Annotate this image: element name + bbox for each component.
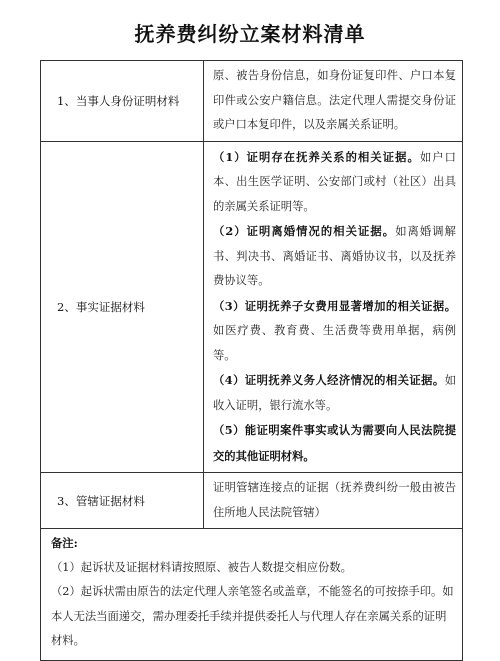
notes-section [51, 531, 454, 654]
row-text: 证明管辖连接点的证据（抚养费纠纷一般由被告住所地人民法院管辖） [213, 481, 456, 519]
row-content [204, 61, 463, 142]
table-row [41, 529, 463, 661]
item-detail: 如收入证明，银行流水等。 [213, 374, 456, 412]
notes-cell [41, 529, 463, 661]
table-row [41, 61, 463, 142]
item-heading: （2）证明离婚情况的相关证据。 [213, 224, 396, 238]
item-heading: （3）证明抚养子女费用显著增加的相关证据。 [213, 298, 456, 313]
row-label: 3、管辖证据材料 [41, 473, 204, 529]
page-title: 抚养费纠纷立案材料清单 [134, 22, 366, 46]
list-item [213, 145, 456, 220]
list-item [213, 294, 456, 369]
note-item: （2）起诉状需由原告的法定代理人亲笔签名或盖章，不能签名的可按捺手印。如本人无法当面递交，需办理委托手续并提供委托人与代理人存在亲属关系的证明材料。 [51, 585, 454, 647]
list-item [213, 368, 456, 418]
row-content [204, 141, 463, 473]
row-label: 1、当事人身份证明材料 [41, 61, 204, 142]
item-detail: 如户口本、出生医学证明、公安部门或村（社区）出具的亲属关系证明等。 [213, 150, 456, 213]
row-text: 原、被告身份信息，如身份证复印件、户口本复印件或公安户籍信息。法定代理人需提交身份证或户口本复印件，以及亲属关系证明。 [213, 69, 456, 131]
table-row [41, 141, 463, 473]
item-detail: 如医疗费、教育费、生活费等费用单据，病例等。 [213, 324, 456, 362]
materials-table [40, 60, 463, 661]
row-content [204, 473, 463, 529]
notes-title: 备注: [51, 536, 78, 550]
item-heading: （1）证明存在抚养关系的相关证据。 [213, 149, 420, 164]
item-heading: （4）证明抚养义务人经济情况的相关证据。 [213, 373, 445, 387]
item-detail: 如离婚调解书、判决书、离婚证书、离婚协议书，以及抚养费协议等。 [213, 225, 456, 287]
list-item [213, 418, 456, 469]
note-item: （1）起诉状及证据材料请按照原、被告人数提交相应份数。 [51, 560, 352, 574]
row-label: 2、事实证据材料 [41, 141, 204, 473]
list-item [213, 219, 456, 294]
table-row [41, 473, 463, 529]
item-heading: （5）能证明案件事实或认为需要向人民法院提交的其他证明材料。 [213, 423, 456, 463]
